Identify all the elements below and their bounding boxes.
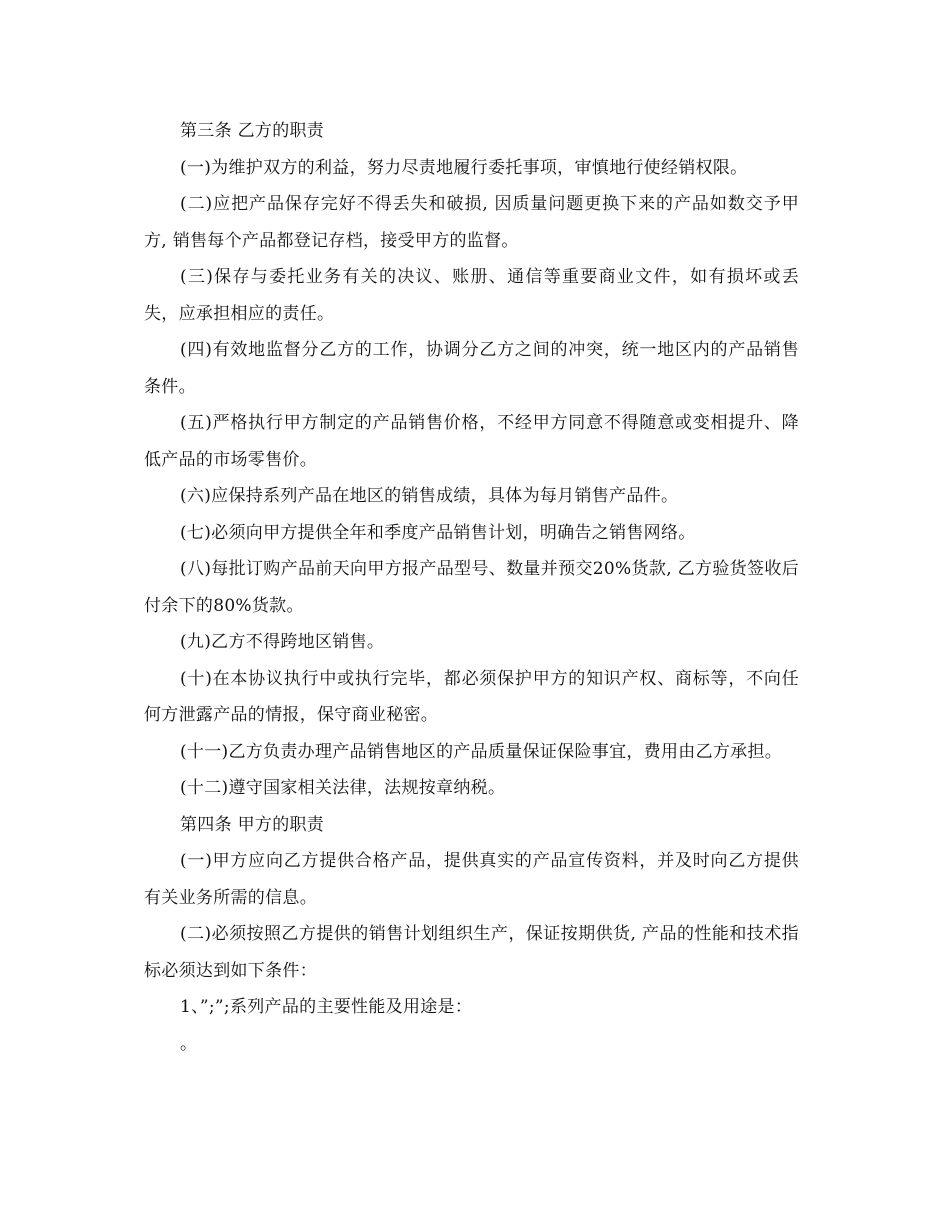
section-heading-article-3: 第三条 乙方的职责	[180, 121, 325, 141]
clause-paragraph: (二)应把产品保存完好不得丢失和破损, 因质量问题更换下来的产品如数交予甲方, 销售每个产品都登记存档，接受甲方的监督。	[144, 194, 799, 251]
clause-paragraph: (一)为维护双方的利益，努力尽责地履行委托事项，审慎地行使经销权限。	[180, 157, 748, 178]
clause-paragraph: (六)应保持系列产品在地区的销售成绩，具体为每月销售产品件。	[180, 486, 679, 506]
clause-paragraph: (十)在本协议执行中或执行完毕，都必须保护甲方的知识产权、商标等，不向任何方泄露产品的情报，保守商业秘密。	[144, 668, 799, 725]
clause-paragraph: (五)严格执行甲方制定的产品销售价格，不经甲方同意不得随意或变相提升、降低产品的市场零售价。	[144, 413, 799, 470]
clause-paragraph: (八)每批订购产品前天向甲方报产品型号、数量并预交20%货款, 乙方验货签收后付余下的80%货款。	[144, 559, 799, 616]
clause-paragraph: (十一)乙方负责办理产品销售地区的产品质量保证保险事宜，费用由乙方承担。	[180, 741, 783, 762]
clause-paragraph: 1、”;”;系列产品的主要性能及用途是：	[180, 997, 473, 1017]
document-body	[144, 113, 799, 1062]
clause-paragraph: (七)必须向甲方提供全年和季度产品销售计划，明确告之销售网络。	[180, 522, 696, 543]
clause-paragraph: (四)有效地监督分乙方的工作，协调分乙方之间的冲突，统一地区内的产品销售条件。	[144, 340, 799, 397]
clause-paragraph: (十二)遵守国家相关法律，法规按章纳税。	[180, 778, 506, 798]
clause-paragraph: (二)必须按照乙方提供的销售计划组织生产，保证按期供货, 产品的性能和技术指标必须达到如下条件：	[144, 924, 799, 981]
clause-paragraph: 。	[180, 1033, 198, 1054]
clause-paragraph: (九)乙方不得跨地区销售。	[180, 632, 385, 652]
clause-paragraph: (一)甲方应向乙方提供合格产品，提供真实的产品宣传资料，并及时向乙方提供有关业务所需的信息。	[144, 851, 799, 908]
clause-paragraph: (三)保存与委托业务有关的决议、账册、通信等重要商业文件，如有损坏或丢失，应承担相应的责任。	[144, 267, 799, 324]
section-heading-article-4: 第四条 甲方的职责	[180, 814, 325, 835]
